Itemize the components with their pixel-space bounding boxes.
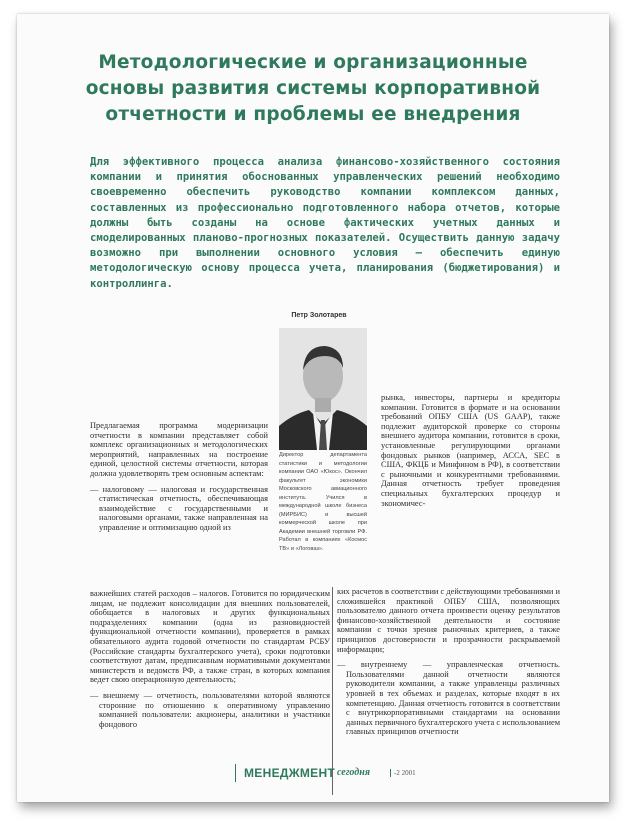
paragraph: ких расчетов в соответствии с действующими требованиями и сложившейся практикой ОПБУ США, позволяющих пользователю данного отчета произвести оценку результатов финансово-хозяйственной деятельности и состояние компании с точки зрения рыночных критериев, а также принципов достоверности и прозрачности раскрываемой информации; bbox=[337, 587, 560, 654]
author-name: Петр Золотарев bbox=[291, 312, 347, 319]
list-item: — внешнему — отчетность, пользователями которой являются сторонние по отношению к оперативному управлению компанией пользователи: акционеры, аналитики и участники фондового bbox=[90, 690, 330, 729]
list-item: — налоговому — налоговая и государственная статистическая отчетность, обеспечивающая взаимодействие с государственными и налоговыми органами, также направленная на управление и оптимизацию одной из bbox=[90, 484, 268, 532]
issue-number: -2 2001 bbox=[390, 769, 416, 777]
column-3-top bbox=[381, 393, 560, 514]
article-title: Методологические и организационные основы развития системы корпоративной отчетности и проблемы ее внедрения bbox=[85, 52, 541, 125]
page-footer bbox=[235, 764, 416, 782]
paragraph: рынка, инвесторы, партнеры и кредиторы компании. Готовится в формате и на основании требований ОПБУ США (US GAAP), также подлежит аудиторской проверке со стороны внешнего аудитора компании, готовится в сроки, установленные регулирующими органами фондовых рынков (например, АССА, SEC в США, ФКЦБ и Минфином в РФ), в соответствии с рыночными и конкурентными требованиями. Данная отчетность требует проведения специальных бухгалтерских процедур и экономичес- bbox=[381, 393, 560, 508]
column-2-bottom bbox=[337, 587, 560, 743]
author-bio: Директор департамента статистики и методологии компании ОАО «Юкос». Окончил факультет экономики Московского авиационного института. Учился в международной школе бизнеса (МИРБИС) и высшей коммерческой школе при Академии внешней торговли РФ. Работал в компаниях «Космос ТВ» и «Логоваз». bbox=[279, 452, 367, 552]
paragraph: Предлагаемая программа модернизации отчетности в компании представляет собой комплекс организационных и методологических мероприятий, направленных на построение единой, целостной системы отчетности, которая должна удовлетворять трем основным аспектам: bbox=[90, 421, 268, 478]
author-photo bbox=[279, 328, 367, 450]
magazine-brand: МЕНЕДЖМЕНТ bbox=[244, 766, 336, 780]
paragraph: важнейших статей расходов – налогов. Готовится по юридическим лицам, не подлежит консолидации для внешних пользователей, обобщается в налоговых и других функциональных подразделениях компании (одна из разновидностей функциональной отчетности компании), проверяется в рамках обязательного аудита годовой отчетности по стандартам РСБУ (Российские стандарты бухгалтерского учета), сроки подготовки соответствуют датам, предписанным нормативными документами министерств и ведомств РФ, а также стран, в которых компания ведет свою операционную деятельность; bbox=[90, 589, 330, 685]
magazine-brand-sub: сегодня bbox=[337, 767, 370, 778]
list-item: — внутреннему — управленческая отчетность. Пользователями данной отчетности являются руководители компании, а также управленцы различных уровней в тех объемах и разделах, которые входят в их компетенцию. Данная отчетность готовится в соответствии с внутрикорпоративными стандартами на основании данных первичного бухгалтерского учета с использованием главных принципов отчетности bbox=[337, 660, 560, 737]
column-1-bottom bbox=[90, 589, 330, 735]
column-1-top bbox=[90, 421, 268, 539]
article-lead: Для эффективного процесса анализа финансово-хозяйственного состояния компании и принятия обоснованных управленческих решений необходимо своевременно обеспечить руководство компании комплексом данных, составленных из профессионально подготовленного набора отчетов, которые должны быть созданы на основе фактических учетных данных и смоделированных планово-прогнозных показателей. Осуществить данную задачу возможно при выполнении основного условия — обеспечить единую методологическую основу процесса учета, планирования (бюджетирования) и контроллинга. bbox=[90, 156, 560, 290]
magazine-page bbox=[17, 14, 609, 802]
